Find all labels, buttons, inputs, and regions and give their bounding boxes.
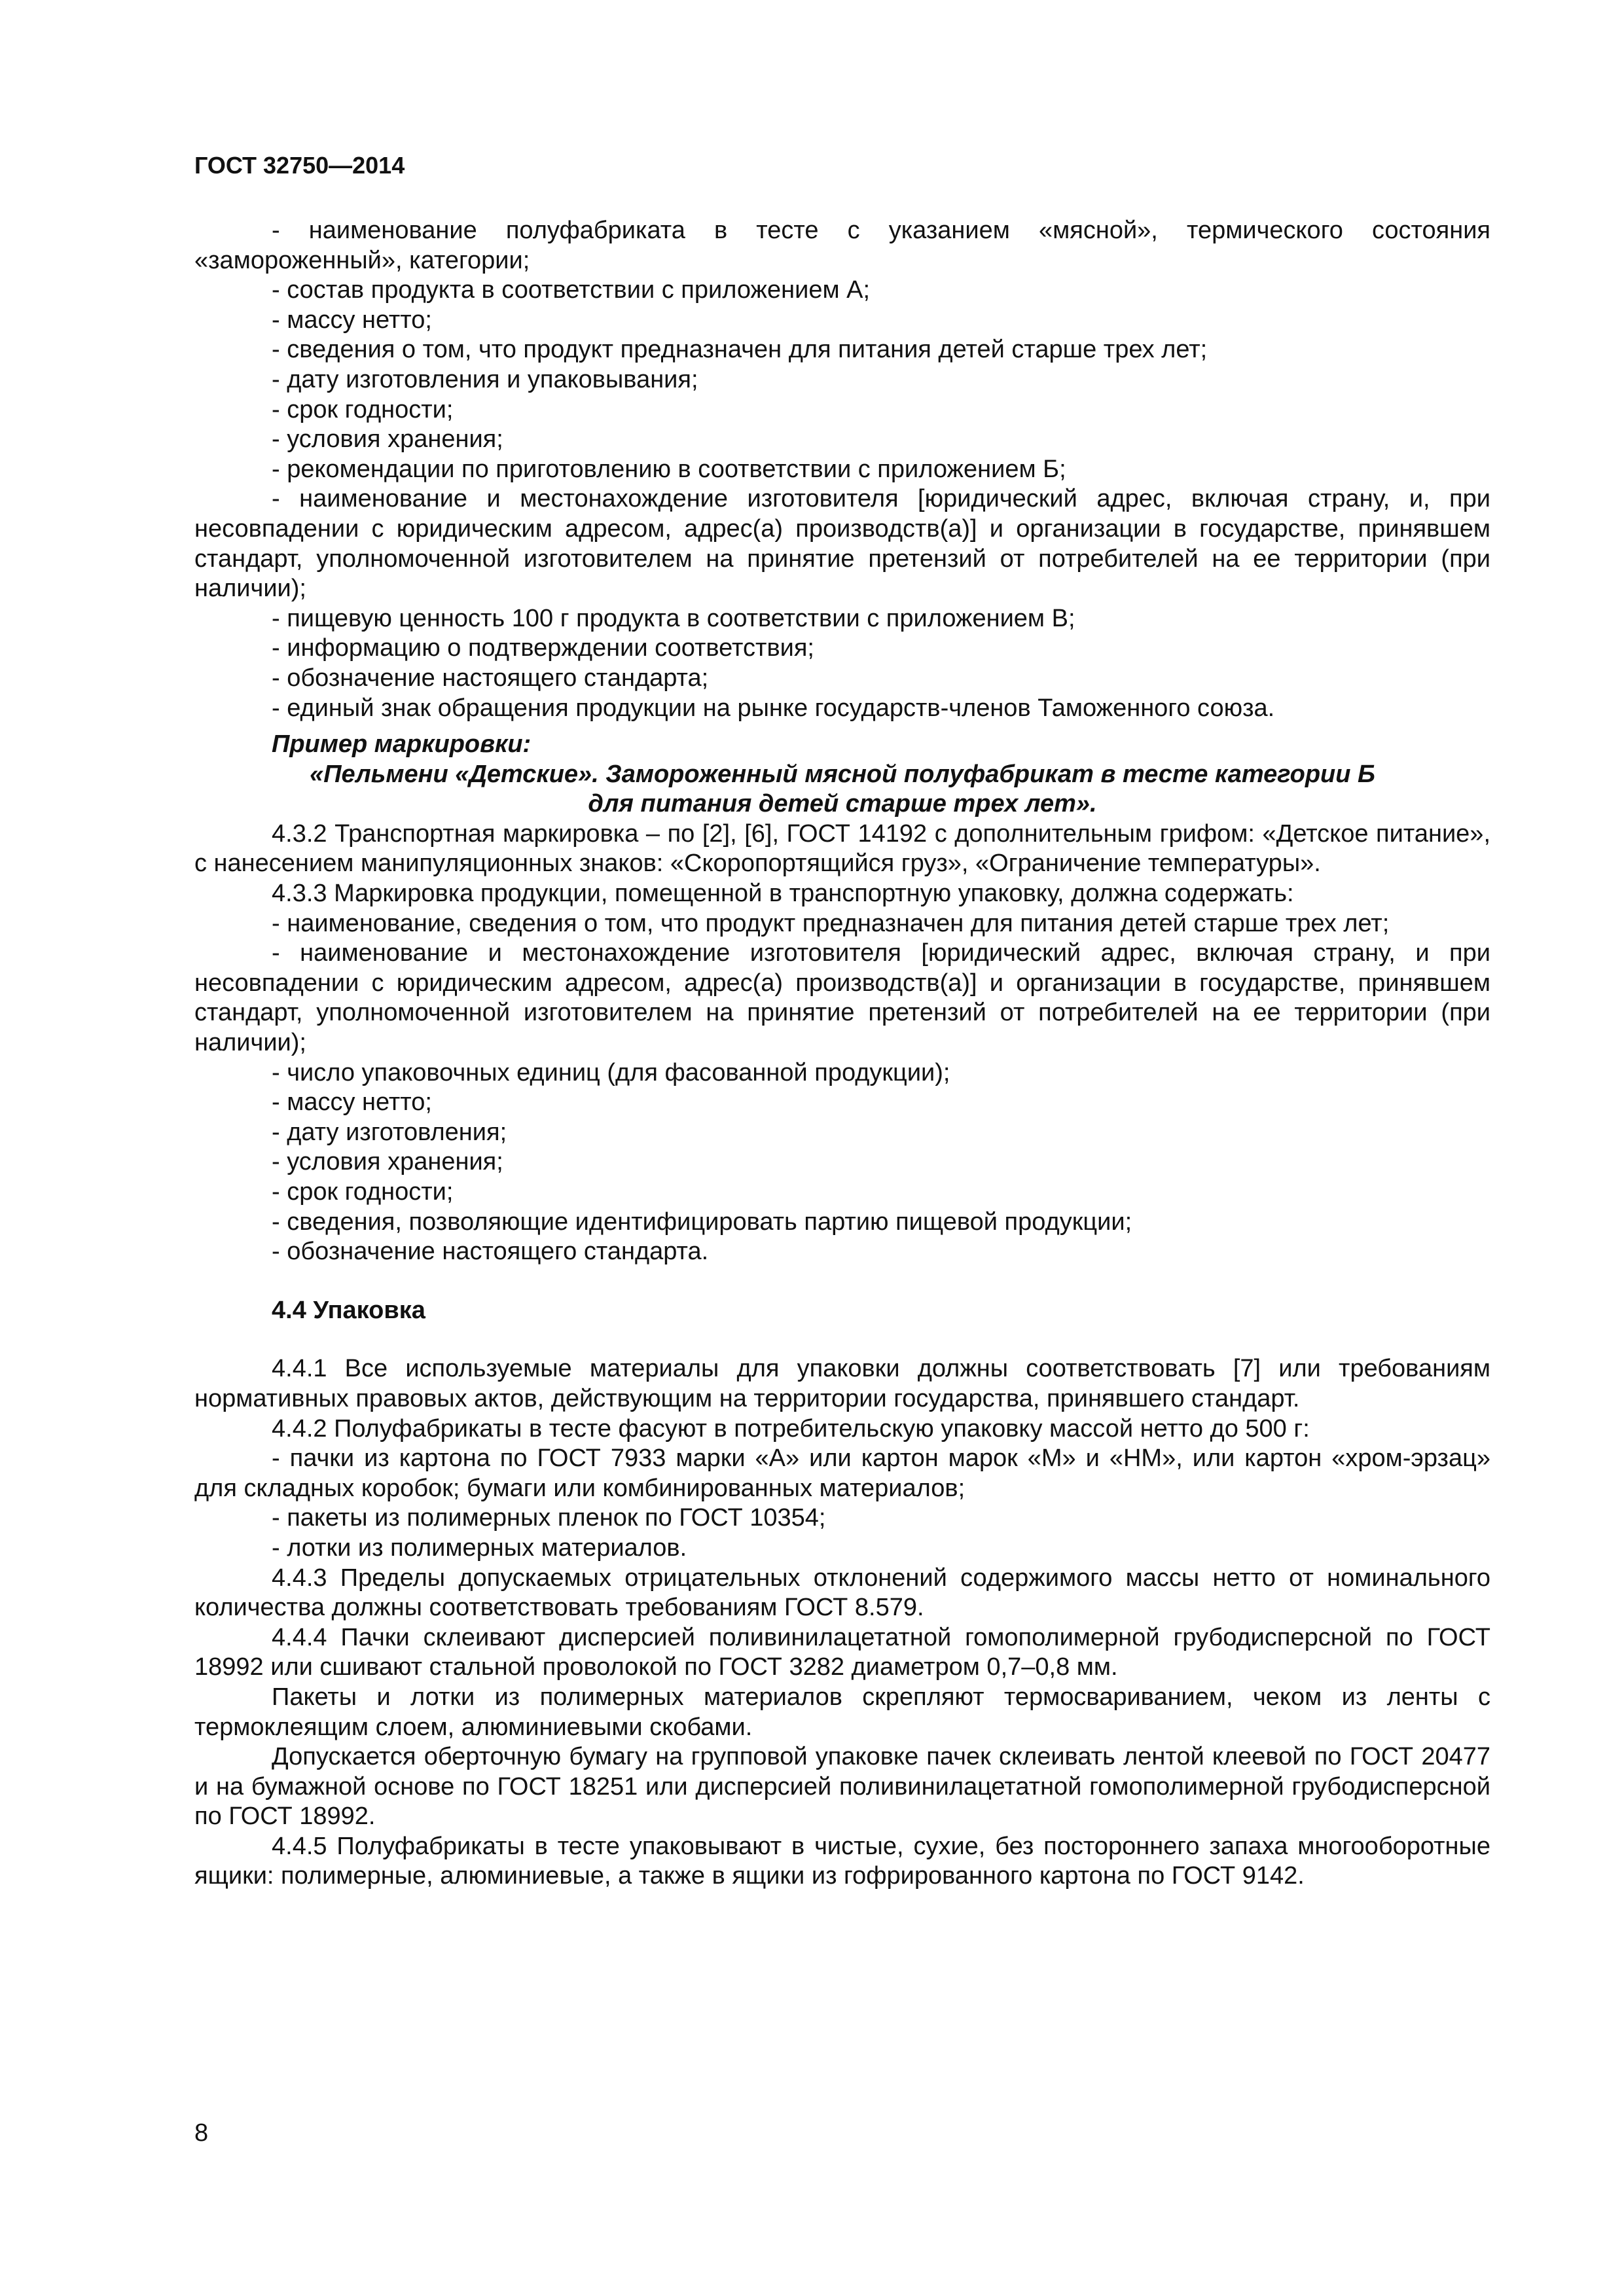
- paragraph: - число упаковочных единиц (для фасованной продукции);: [272, 1058, 950, 1086]
- paragraph: - пищевую ценность 100 г продукта в соответствии с приложением В;: [272, 604, 1075, 632]
- example-text: для питания детей старше трех лет».: [588, 790, 1097, 818]
- paragraph: - срок годности;: [272, 1178, 454, 1206]
- paragraph: 4.4.2 Полуфабрикаты в тесте фасуют в потребительскую упаковку массой нетто до 500 г:: [272, 1414, 1310, 1443]
- document-body: [194, 216, 1490, 1892]
- paragraph: 4.4.4 Пачки склеивают дисперсией поливинилацетатной гомополимерной грубодисперсной по ГОСТ 18992 или сшивают стальной проволокой по ГОСТ 3282 диаметром 0,7–0,8 мм.: [194, 1623, 1490, 1681]
- paragraph: - условия хранения;: [272, 1148, 503, 1176]
- paragraph: Пакеты и лотки из полимерных материалов скрепляют термосвариванием, чеком из ленты с термоклеящим слоем, алюминиевыми скобами.: [194, 1683, 1490, 1741]
- paragraph: 4.3.3 Маркировка продукции, помещенной в транспортную упаковку, должна содержать:: [272, 880, 1294, 908]
- paragraph: 4.4.3 Пределы допускаемых отрицательных отклонений содержимого массы нетто от номинального количества должны соответствовать требованиям ГОСТ 8.579.: [194, 1564, 1490, 1622]
- paragraph: Допускается оберточную бумагу на групповой упаковке пачек склеивать лентой клеевой по ГОСТ 20477 и на бумажной основе по ГОСТ 18251 или дисперсией поливинилацетатной гомополимерной грубодисперсной по ГОСТ 18992.: [194, 1743, 1490, 1831]
- paragraph: - дату изготовления;: [272, 1118, 507, 1146]
- paragraph: - единый знак обращения продукции на рынке государств-членов Таможенного союза.: [272, 694, 1275, 722]
- paragraph: - наименование и местонахождение изготовителя [юридический адрес, включая страну, и при несовпадении с юридическим адресом, адрес(а) производств(а)] и организации в государстве, принявшем стандарт, уполномоченной изготовителем на принятие претензий от потребителей на ее территории (при наличии);: [194, 939, 1490, 1057]
- example-text: «Пельмени «Детские». Замороженный мясной полуфабрикат в тесте категории Б: [310, 760, 1375, 788]
- paragraph: - наименование полуфабриката в тесте с указанием «мясной», термического состояния «замороженный», категории;: [194, 217, 1490, 274]
- paragraph: - рекомендации по приготовлению в соответствии с приложением Б;: [272, 455, 1066, 483]
- paragraph: - состав продукта в соответствии с приложением А;: [272, 276, 871, 304]
- paragraph: - пакеты из полимерных пленок по ГОСТ 10354;: [272, 1504, 826, 1532]
- paragraph: - наименование, сведения о том, что продукт предназначен для питания детей старше трех лет;: [272, 909, 1390, 937]
- paragraph: - условия хранения;: [272, 425, 503, 454]
- paragraph: - массу нетто;: [272, 1088, 432, 1117]
- paragraph: - обозначение настоящего стандарта;: [272, 664, 709, 692]
- paragraph: - срок годности;: [272, 395, 454, 423]
- paragraph: - наименование и местонахождение изготовителя [юридический адрес, включая страну, и, при несовпадении с юридическим адресом, адрес(а) производств(а)] и организации в государстве, принявшем стандарт, уполномоченной изготовителем на принятие претензий от потребителей на ее территории (при наличии);: [194, 485, 1490, 603]
- paragraph: - сведения, позволяющие идентифицировать партию пищевой продукции;: [272, 1208, 1132, 1236]
- paragraph: - массу нетто;: [272, 306, 432, 334]
- paragraph: 4.4.5 Полуфабрикаты в тесте упаковывают в чистые, сухие, без постороннего запаха многооборотные ящики: полимерные, алюминиевые, а также в ящики из гофрированного картона по ГОСТ 9142.: [194, 1832, 1490, 1890]
- paragraph: - лотки из полимерных материалов.: [272, 1534, 687, 1562]
- paragraph: - сведения о том, что продукт предназначен для питания детей старше трех лет;: [272, 336, 1208, 364]
- example-title: Пример маркировки:: [272, 730, 532, 759]
- paragraph: - пачки из картона по ГОСТ 7933 марки «А» или картон марок «М» и «НМ», или картон «хром-эрзац» для складных коробок; бумаги или комбинированных материалов;: [194, 1444, 1490, 1502]
- paragraph: - дату изготовления и упаковывания;: [272, 365, 698, 393]
- page-number: 8: [194, 2119, 209, 2147]
- paragraph: 4.4.1 Все используемые материалы для упаковки должны соответствовать [7] или требованиям нормативных правовых актов, действующим на территории государства, принявшего стандарт.: [194, 1355, 1490, 1412]
- section-heading: 4.4 Упаковка: [272, 1296, 425, 1324]
- paragraph: - информацию о подтверждении соответствия;: [272, 634, 814, 662]
- paragraph: 4.3.2 Транспортная маркировка – по [2], [6], ГОСТ 14192 с дополнительным грифом: «Детское питание», с нанесением манипуляционных знаков: «Скоропортящийся груз», «Ограничение температуры».: [194, 819, 1490, 878]
- paragraph: - обозначение настоящего стандарта.: [272, 1238, 709, 1266]
- document-header: ГОСТ 32750—2014: [194, 152, 405, 179]
